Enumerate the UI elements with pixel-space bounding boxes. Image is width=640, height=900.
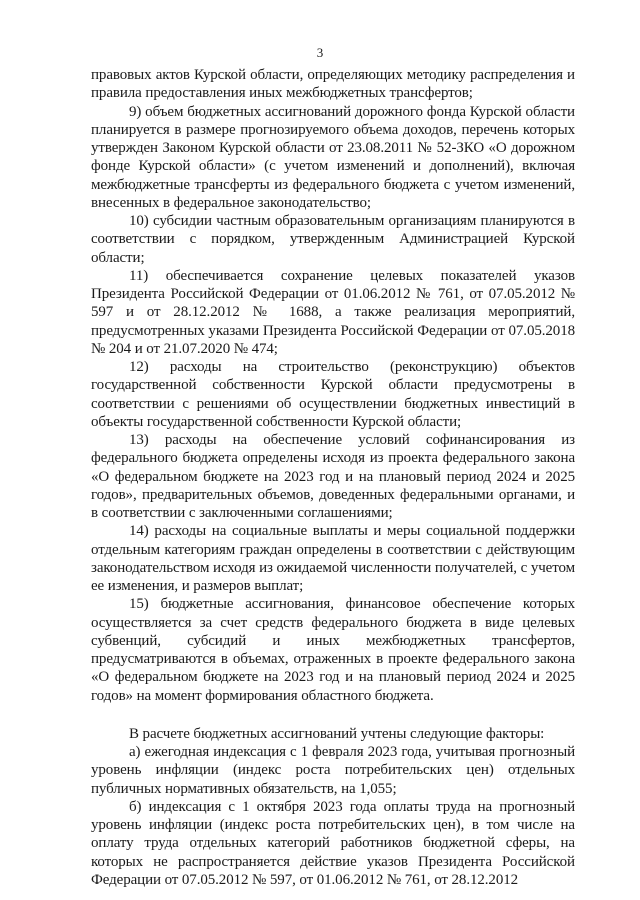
document-body bbox=[91, 66, 575, 889]
paragraph-item-13: 13) расходы на обеспечение условий софинансирования из федерального бюджета определены исходя из проекта федерального закона «О федеральном бюджете на 2023 год и на плановый период 2024 и 2025 годов», предварительных объемов, доведенных федеральными органами, и в соответствии с заключенными соглашениями; bbox=[91, 432, 575, 521]
paragraph-item-14: 14) расходы на социальные выплаты и меры социальной поддержки отдельным категориям граждан определены в соответствии с действующим законодательством исходя из ожидаемой численности получателей, с учетом ее изменения, и размеров выплат; bbox=[91, 523, 575, 594]
paragraph-item-9: 9) объем бюджетных ассигнований дорожного фонда Курской области планируется в размере прогнозируемого объема доходов, перечень которых утвержден Законом Курской области от 23.08.2011 № 52-ЗКО «О дорожном фонде Курской области» (с учетом изменений и дополнений), включая межбюджетные трансферты из федерального бюджета с учетом изменений, внесенных в федеральное законодательство; bbox=[91, 103, 575, 211]
page-number: 3 bbox=[316, 45, 324, 60]
section-gap bbox=[91, 705, 575, 725]
paragraph-continuation: правовых актов Курской области, определяющих методику распределения и правила предоставления иных межбюджетных трансфертов; bbox=[91, 67, 575, 102]
factor-b: б) индексация с 1 октября 2023 года оплаты труда на прогнозный уровень инфляции (индекс роста потребительских цен), в том числе на оплату труда отдельных категорий работников бюджетной сферы, на которых не распространяется действие указов Президента Российской Федерации от 07.05.2012 № 597, от 01.06.2012 № 761, от 28.12.2012 bbox=[91, 798, 575, 888]
paragraph-item-10: 10) субсидии частным образовательным организациям планируются в соответствии с порядком, утвержденным Администрацией Курской области; bbox=[91, 213, 575, 266]
factor-a: а) ежегодная индексация с 1 февраля 2023 года, учитывая прогнозный уровень инфляции (индекс роста потребительских цен) отдельных публичных нормативных обязательств, на 1,055; bbox=[91, 744, 575, 797]
paragraph-item-11: 11) обеспечивается сохранение целевых показателей указов Президента Российской Федерации от 01.06.2012 № 761, от 07.05.2012 № 597 и от 28.12.2012 № 1688, а также реализация мероприятий, предусмотренных указами Президента Российской Федерации от 07.05.2018 № 204 и от 21.07.2020 № 474; bbox=[91, 267, 575, 357]
paragraph-item-15: 15) бюджетные ассигнования, финансовое обеспечение которых осуществляется за счет средств федерального бюджета в виде целевых субвенций, субсидий и иных межбюджетных трансфертов, предусматриваются в объемах, отраженных в проекте федерального закона «О федеральном бюджете на 2023 год и на плановый период 2024 и 2025 годов» на момент формирования областного бюджета. bbox=[91, 596, 575, 704]
paragraph-item-12: 12) расходы на строительство (реконструкцию) объектов государственной собственности Курской области предусмотрены в соответствии с решениями об осуществлении бюджетных инвестиций в объекты государственной собственности Курской области; bbox=[91, 359, 575, 430]
factors-intro: В расчете бюджетных ассигнований учтены следующие факторы: bbox=[129, 725, 545, 742]
